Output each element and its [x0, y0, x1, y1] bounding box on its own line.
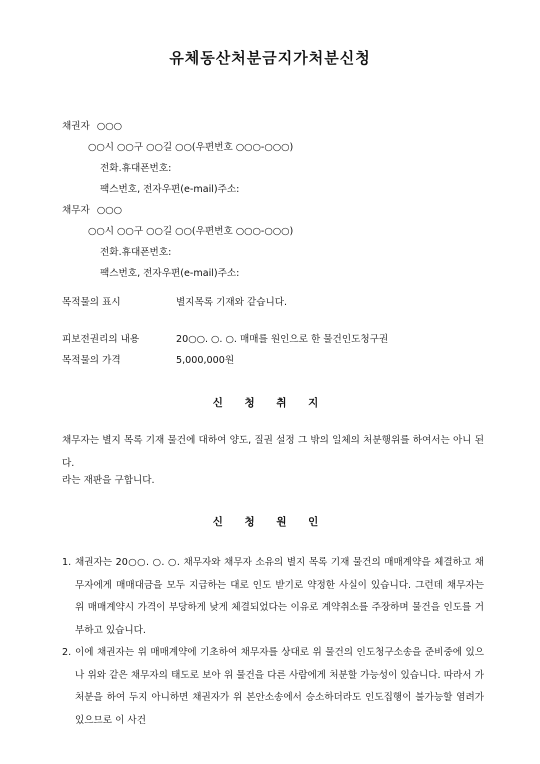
creditor-phone: 전화․휴대폰번호:	[100, 163, 172, 174]
reason-number: 1.	[62, 557, 72, 568]
reason-text: 채권자는 20○○. ○. ○. 채무자와 채무자 소유의 별지 목록 기재 물건의 매매계약을 체결하고 채무자에게 매매대금을 모두 지급하는 대로 인도 받기로 약정한 사실이 있습니다. 그런데 채무자는 위 매매계약시 가격이 부당하게 낮게 체결되었다는 이유로 계약취소를 주장하며 물건을 인도를 거부하고 있습니다.	[75, 557, 484, 636]
purpose-closing: 라는 재판을 구합니다.	[62, 475, 155, 486]
creditor-address: ○○시 ○○구 ○○길 ○○(우편번호 ○○○-○○○)	[88, 142, 294, 153]
object-label: 목적물의 표시	[62, 297, 121, 308]
object-value: 별지목록 기재와 같습니다.	[176, 297, 288, 308]
creditor-line	[62, 121, 122, 133]
reason-item	[62, 642, 484, 732]
preserved-right-label: 피보전권리의 내용	[62, 334, 140, 345]
debtor-label: 채무자	[62, 205, 90, 216]
creditor-fax-email: 팩스번호, 전자우편(e-mail)주소:	[100, 184, 240, 195]
purpose-text: 채무자는 별지 목록 기재 물건에 대하여 양도, 질권 설정 그 밖의 일체의 처분행위를 하여서는 아니 된다.	[62, 435, 484, 469]
purpose-heading: 신 청 취 지	[212, 397, 328, 409]
debtor-fax-email: 팩스번호, 전자우편(e-mail)주소:	[100, 268, 240, 279]
creditor-label: 채권자	[62, 121, 90, 132]
debtor-address: ○○시 ○○구 ○○길 ○○(우편번호 ○○○-○○○)	[88, 226, 294, 237]
preserved-right-value: 20○○. ○. ○. 매매를 원인으로 한 물건인도청구권	[176, 334, 389, 345]
creditor-name: ○○○	[96, 121, 122, 132]
debtor-line	[62, 205, 122, 217]
reasons-heading: 신 청 원 인	[212, 516, 328, 528]
object-price-value: 5,000,000원	[176, 355, 235, 366]
debtor-phone: 전화․휴대폰번호:	[100, 247, 172, 258]
debtor-name: ○○○	[96, 205, 122, 216]
reason-item	[62, 552, 484, 642]
reason-number: 2.	[62, 647, 72, 658]
reason-text: 이에 채권자는 위 매매계약에 기초하여 채무자를 상대로 위 물건의 인도청구소송을 준비중에 있으나 위와 같은 채무자의 태도로 보아 위 물건을 다른 사람에게 처분할 가능성이 있습니다. 따라서 가처분을 하여 두지 아니하면 채권자가 위 본안소송에서 승소하더라도 인도집행이 불가능할 염려가 있으므로 이 사건	[75, 647, 484, 726]
object-price-label: 목적물의 가격	[62, 355, 121, 366]
document-title: 유체동산처분금지가처분신청	[169, 49, 371, 67]
